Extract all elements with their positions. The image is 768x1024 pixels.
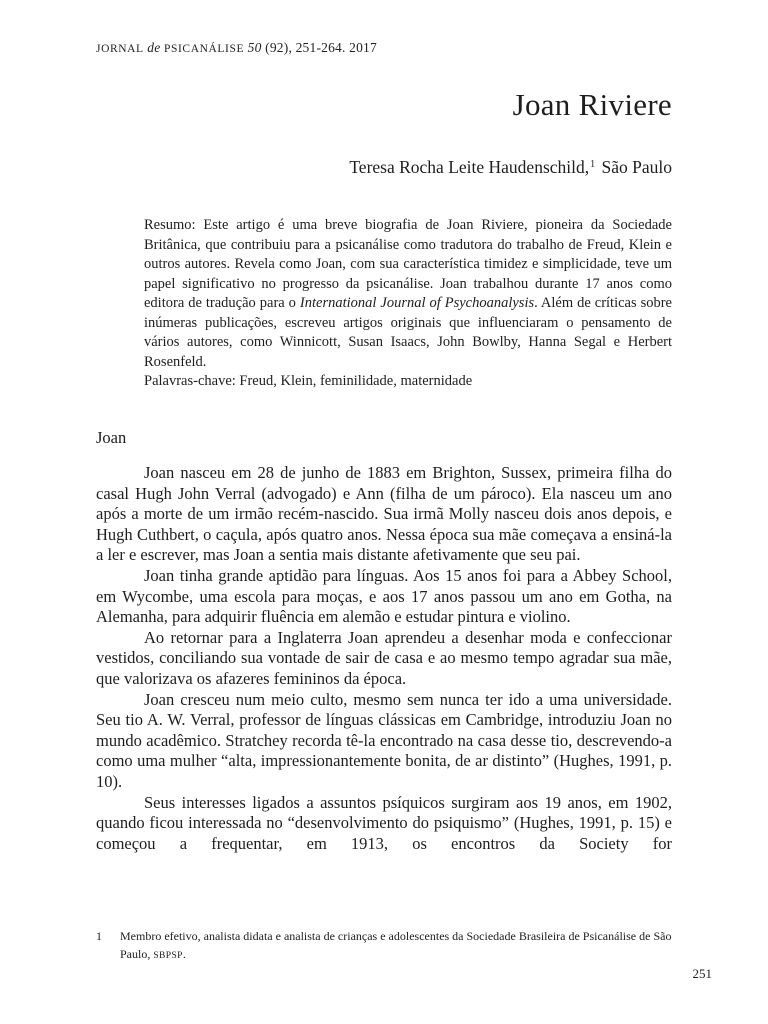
body-text <box>96 463 672 854</box>
abstract-text <box>144 216 672 372</box>
author-location: São Paulo <box>597 157 672 177</box>
page-number: 251 <box>692 966 712 981</box>
abstract <box>144 216 672 392</box>
footnote-body: Membro efetivo, analista didata e analista de crianças e adolescentes da Sociedade Brasileira de Psicanálise de São Paulo, <box>120 929 672 961</box>
running-head <box>96 40 377 56</box>
journal-volume: 50 <box>247 40 262 55</box>
article-title: Joan Riviere <box>512 87 672 122</box>
paragraph: Joan tinha grande aptidão para línguas. Aos 15 anos foi para a Abbey School, em Wycombe, uma escola para moças, e aos 17 anos passou um ano em Gotha, na Alemanha, para adquirir fluência em alemão e estudar pintura e violino. <box>96 565 672 627</box>
paragraph: Joan cresceu num meio culto, mesmo sem nunca ter ido a uma universidade. Seu tio A. W. Verral, professor de línguas clássicas em Cambridge, introduziu Joan no mundo acadêmico. Stratchey recorda tê-la encontrado na casa desse tio, descrevendo-a como uma mulher “alta, impressionantemente bonita, de ar distinto” (Hughes, 1991, p. 10). <box>96 689 672 791</box>
paragraph: Joan nasceu em 28 de junho de 1883 em Brighton, Sussex, primeira filha do casal Hugh John Verral (advogado) e Ann (filha de um pároco). Ela nasceu um ano após a morte de um irmão recém-nascido. Sua irmã Molly nasceu dois anos depois, e Hugh Cuthbert, o caçula, após quatro anos. Nessa época sua mãe começava a ensiná-la a ler e escrever, mas Joan a sentia mais distante afetivamente que seu pai. <box>96 463 672 565</box>
abstract-text-part1: Resumo: Este artigo é uma breve biografia de Joan Riviere, pioneira da Sociedade Britânica, que contribuiu para a psicanálise como tradutora do trabalho de Freud, Klein e outros autores. Revela como Joan, com sua característica timidez e simplicidade, teve um papel significativo no progresso da psicanálise. Joan trabalhou durante 17 anos como editora de tradução para o <box>144 217 672 311</box>
author-line <box>349 157 672 178</box>
footnote <box>96 928 672 965</box>
footnote-end: . <box>182 946 186 961</box>
section-heading: Joan <box>96 428 127 447</box>
paragraph: Ao retornar para a Inglaterra Joan aprendeu a desenhar moda e confeccionar vestidos, conciliando sua vontade de sair de casa e ao mesmo tempo agradar sua mãe, que valorizava os afazeres femininos da época. <box>96 627 672 688</box>
author-name: Teresa Rocha Leite Haudenschild, <box>349 157 590 177</box>
abstract-text-part2: . Além de críticas sobre inúmeras publicações, escreveu artigos originais que influenciaram o pensamento de vários autores, como Winnicott, Susan Isaacs, John Bowlby, Hanna Segal e Herbert Rosenfeld. <box>144 295 672 370</box>
journal-name-word: JORNAL <box>96 43 144 55</box>
footnote-text <box>120 928 672 965</box>
footnote-number: 1 <box>96 929 102 943</box>
journal-issue-pages-year: (92), 251-264. 2017 <box>265 40 377 55</box>
footnote-reference: 1 <box>590 159 596 170</box>
footnote-abbreviation: SBPSP <box>153 950 183 961</box>
paragraph: Seus interesses ligados a assuntos psíquicos surgiram aos 19 anos, em 1902, quando ficou interessada no “desenvolvimento do psiquismo” (Hughes, 1991, p. 15) e começou a frequentar, em 1913, os encontros da Society for <box>96 792 672 853</box>
abstract-journal-title: International Journal of Psychoanalysis <box>299 295 535 311</box>
journal-name-de: de <box>147 40 161 55</box>
keywords: Palavras-chave: Freud, Klein, feminilidade, maternidade <box>144 373 473 389</box>
journal-name-psicanalise: PSICANÁLISE <box>164 43 245 55</box>
